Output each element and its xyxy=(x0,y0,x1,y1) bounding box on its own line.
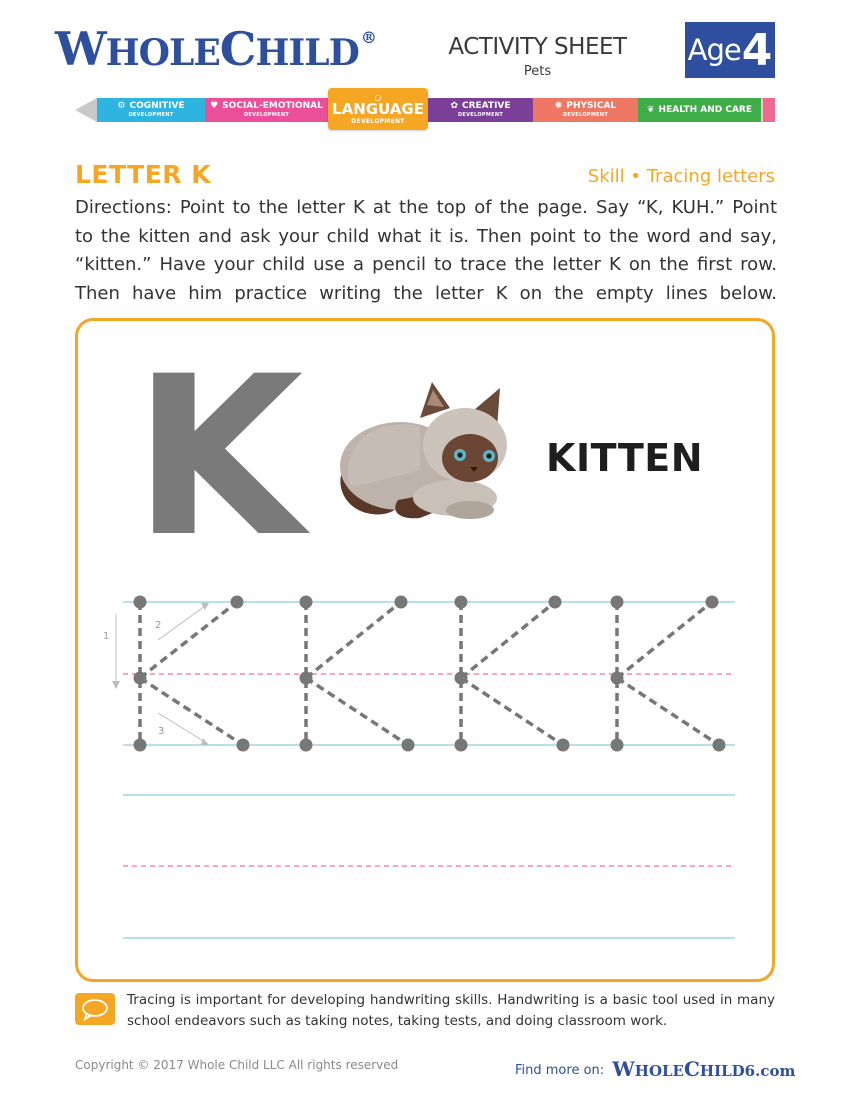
big-letter-k: K xyxy=(133,329,304,585)
heart-icon: ♥ xyxy=(210,101,219,111)
speech-bubble-icon xyxy=(75,993,115,1025)
stroke-number-1: 1 xyxy=(103,631,110,642)
palette-icon: ✿ xyxy=(450,101,458,111)
activity-sheet-title: ACTIVITY SHEET xyxy=(448,34,627,60)
category-physical: ✺ PHYSICAL DEVELOPMENT xyxy=(533,98,638,122)
stroke-order-guides xyxy=(103,603,209,745)
word-kitten: KITTEN xyxy=(546,436,704,480)
age-label: Age xyxy=(687,33,741,67)
gears-icon: ⚙ xyxy=(117,101,126,111)
category-social-emotional: ♥ SOCIAL-EMOTIONAL DEVELOPMENT xyxy=(205,98,328,122)
speech-bubble-icon: ○ xyxy=(374,92,382,102)
stroke-number-3: 3 xyxy=(158,726,165,737)
copyright-text: Copyright © 2017 Whole Child LLC All rights reserved xyxy=(75,1058,399,1072)
wholechild6-brand: WHOLECHILD6.com xyxy=(612,1057,796,1081)
activity-sheet-subtitle: Pets xyxy=(523,64,552,79)
lesson-title: LETTER K xyxy=(75,160,212,189)
wholechild-logo: WHOLECHILD ® xyxy=(55,22,376,76)
category-health-and-care: ❦ HEALTH AND CARE xyxy=(638,98,761,122)
stroke-number-2: 2 xyxy=(155,620,162,631)
category-creative: ✿ CREATIVE DEVELOPMENT xyxy=(428,98,533,122)
skill-label: Skill • Tracing letters xyxy=(587,166,775,187)
sprout-icon: ❦ xyxy=(647,104,655,115)
age-number: 4 xyxy=(741,24,773,76)
kitten-illustration xyxy=(340,382,507,519)
find-more-link[interactable]: Find more on: WHOLECHILD6.com xyxy=(515,1057,796,1081)
category-cognitive: ⚙ COGNITIVE DEVELOPMENT xyxy=(97,98,205,122)
brain-icon: ✺ xyxy=(554,101,563,111)
tip-note: Tracing is important for developing handwriting skills. Handwriting is a basic tool used in many school endeavors such as taking notes, taking tests, and doing classroom work. xyxy=(127,992,775,1029)
directions-text: Directions: Point to the letter K at the top of the page. Say “K, KUH.” Point to the kitten and ask your child what it is. Then point to the word and say, “kitten.” Have your child use a pencil to trace the letter K on the first row. Then have him practice writing the letter K on the empty lines below. xyxy=(75,197,777,304)
category-language: ○ LANGUAGE DEVELOPMENT xyxy=(328,88,428,130)
